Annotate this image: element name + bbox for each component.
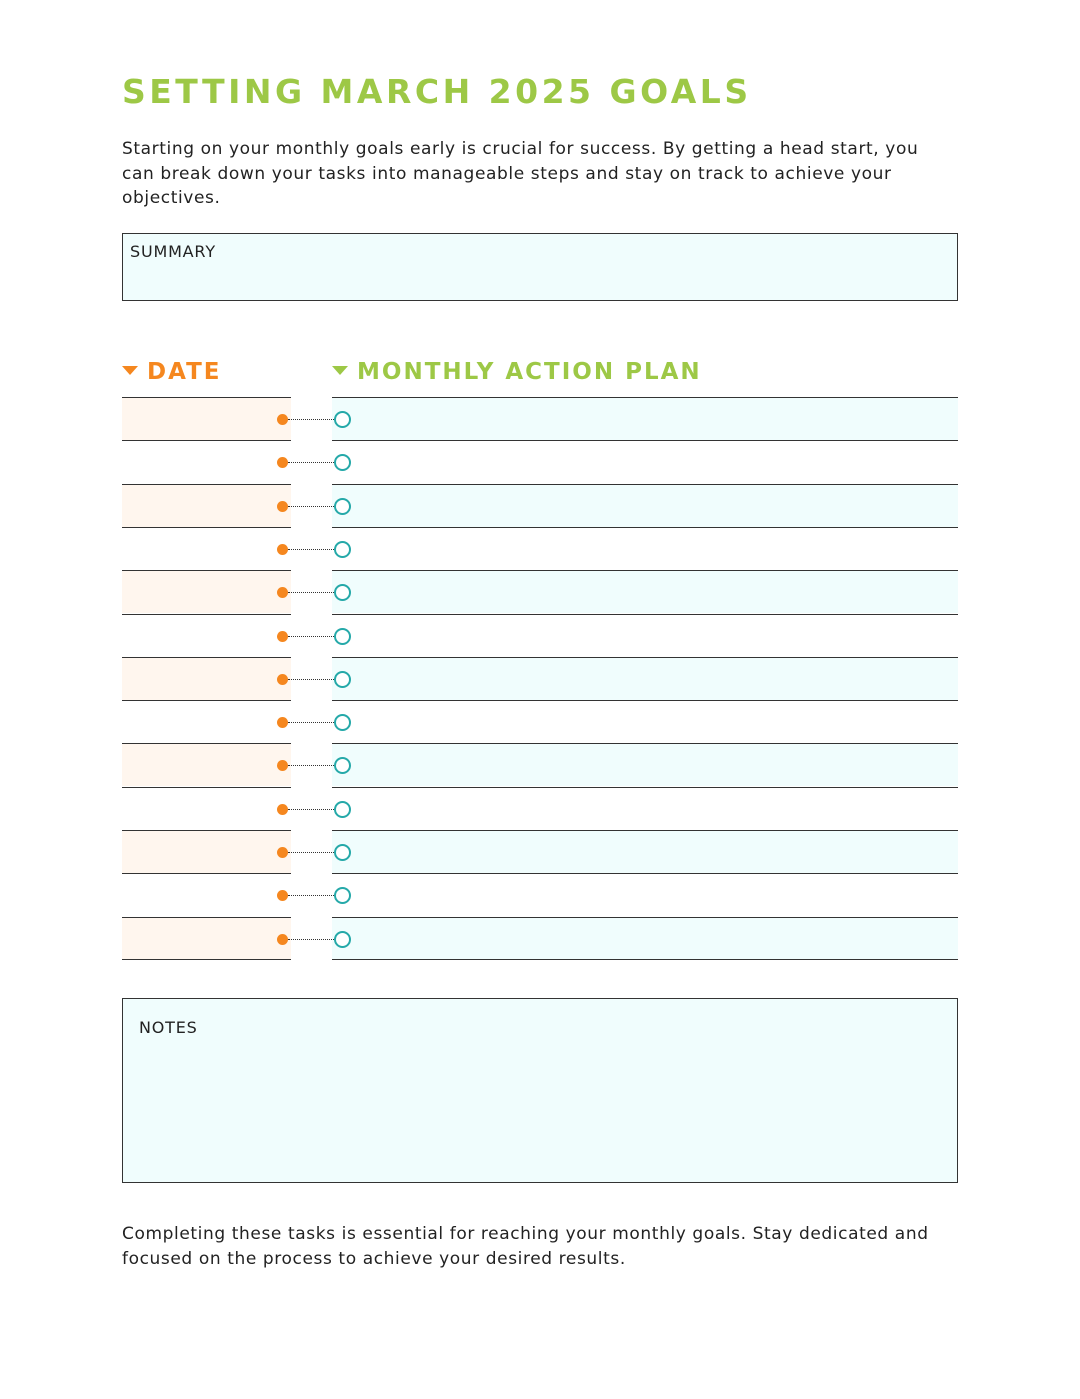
action-cell[interactable] xyxy=(332,917,958,960)
checkbox-circle-icon[interactable] xyxy=(334,628,351,645)
planner-row xyxy=(0,657,1080,700)
checkbox-circle-icon[interactable] xyxy=(334,714,351,731)
date-cell[interactable] xyxy=(122,527,291,570)
dotted-connector xyxy=(288,419,334,420)
date-cell[interactable] xyxy=(122,917,291,960)
caret-down-icon xyxy=(332,366,348,375)
checkbox-circle-icon[interactable] xyxy=(334,498,351,515)
dotted-connector xyxy=(288,852,334,853)
planner-row xyxy=(0,743,1080,786)
date-bullet-icon xyxy=(277,934,288,945)
action-cell[interactable] xyxy=(332,743,958,786)
plan-header-label: MONTHLY ACTION PLAN xyxy=(357,359,702,385)
planner-row xyxy=(0,484,1080,527)
action-cell[interactable] xyxy=(332,570,958,613)
date-cell[interactable] xyxy=(122,440,291,483)
notes-box[interactable] xyxy=(122,998,958,1183)
checkbox-circle-icon[interactable] xyxy=(334,844,351,861)
planner-row xyxy=(0,830,1080,873)
date-bullet-icon xyxy=(277,414,288,425)
checkbox-circle-icon[interactable] xyxy=(334,801,351,818)
dotted-connector xyxy=(288,722,334,723)
action-cell[interactable] xyxy=(332,787,958,830)
notes-label: NOTES xyxy=(139,1018,198,1037)
date-cell[interactable] xyxy=(122,614,291,657)
action-cell[interactable] xyxy=(332,397,958,440)
date-bullet-icon xyxy=(277,674,288,685)
dotted-connector xyxy=(288,592,334,593)
date-cell[interactable] xyxy=(122,484,291,527)
intro-paragraph: Starting on your monthly goals early is crucial for success. By getting a head start, you can break down your tasks into manageable steps and stay on track to achieve your objectives. xyxy=(122,139,919,208)
date-column-header xyxy=(122,356,222,388)
dotted-connector xyxy=(288,506,334,507)
date-cell[interactable] xyxy=(122,830,291,873)
date-cell[interactable] xyxy=(122,657,291,700)
date-bullet-icon xyxy=(277,804,288,815)
date-cell[interactable] xyxy=(122,397,291,440)
date-bullet-icon xyxy=(277,847,288,858)
action-cell[interactable] xyxy=(332,484,958,527)
action-cell[interactable] xyxy=(332,527,958,570)
plan-column-bottom-rule xyxy=(332,959,958,960)
dotted-connector xyxy=(288,895,334,896)
checkbox-circle-icon[interactable] xyxy=(334,671,351,688)
date-header-label: DATE xyxy=(147,359,222,385)
date-cell[interactable] xyxy=(122,570,291,613)
date-bullet-icon xyxy=(277,544,288,555)
caret-down-icon xyxy=(122,366,138,375)
date-bullet-icon xyxy=(277,631,288,642)
planner-row xyxy=(0,614,1080,657)
dotted-connector xyxy=(288,939,334,940)
dotted-connector xyxy=(288,765,334,766)
planner-row xyxy=(0,787,1080,830)
planner-row xyxy=(0,873,1080,916)
summary-box[interactable] xyxy=(122,233,958,301)
action-cell[interactable] xyxy=(332,614,958,657)
action-cell[interactable] xyxy=(332,873,958,916)
action-cell[interactable] xyxy=(332,440,958,483)
date-bullet-icon xyxy=(277,501,288,512)
page-title: SETTING MARCH 2025 GOALS xyxy=(122,72,752,111)
planner-row xyxy=(0,917,1080,960)
dotted-connector xyxy=(288,549,334,550)
dotted-connector xyxy=(288,809,334,810)
dotted-connector xyxy=(288,679,334,680)
outro-paragraph: Completing these tasks is essential for reaching your monthly goals. Stay dedicated and focused on the process to achieve your desired results. xyxy=(122,1224,929,1269)
summary-label: SUMMARY xyxy=(130,242,216,261)
action-cell[interactable] xyxy=(332,700,958,743)
planner-row xyxy=(0,397,1080,440)
planner-row xyxy=(0,440,1080,483)
dotted-connector xyxy=(288,462,334,463)
checkbox-circle-icon[interactable] xyxy=(334,411,351,428)
checkbox-circle-icon[interactable] xyxy=(334,931,351,948)
action-cell[interactable] xyxy=(332,830,958,873)
dotted-connector xyxy=(288,636,334,637)
planner-row xyxy=(0,700,1080,743)
date-column-bottom-rule xyxy=(122,959,291,960)
checkbox-circle-icon[interactable] xyxy=(334,541,351,558)
action-cell[interactable] xyxy=(332,657,958,700)
date-cell[interactable] xyxy=(122,873,291,916)
date-cell[interactable] xyxy=(122,700,291,743)
planner-row xyxy=(0,570,1080,613)
date-cell[interactable] xyxy=(122,743,291,786)
date-cell[interactable] xyxy=(122,787,291,830)
plan-column-header xyxy=(332,356,702,388)
planner-row xyxy=(0,527,1080,570)
